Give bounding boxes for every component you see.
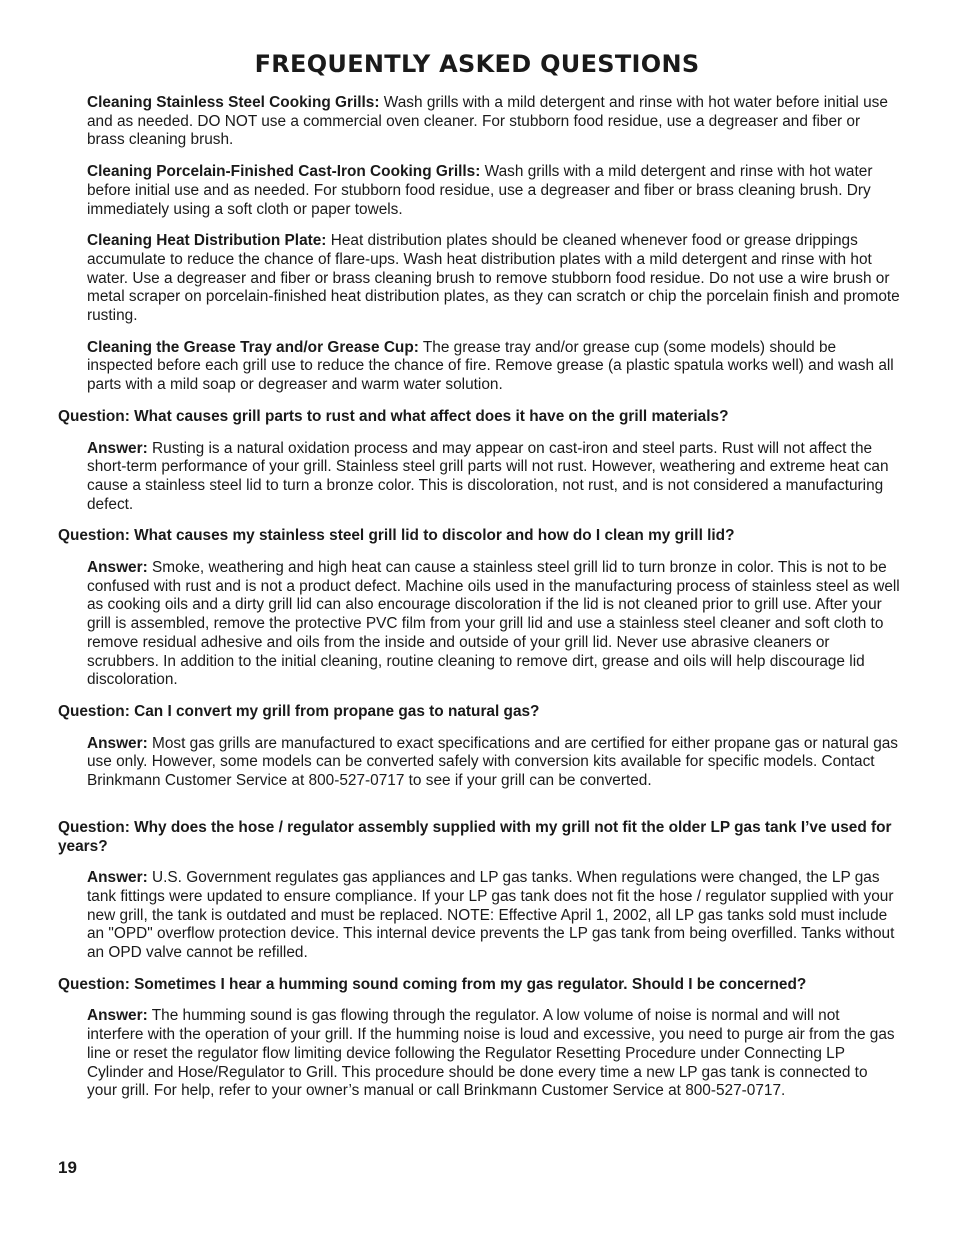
paragraph-text: The grease tray and/or grease cup (some models) should be inspected before each grill use to reduce the chance of fire. Remove grease (a plastic spatula works well) and wash all parts with a mild soap or degreaser and warm water solution. <box>87 338 894 394</box>
answer-text: Most gas grills are manufactured to exact specifications and are certified for either propane gas or natural gas use only. However, some models can be converted safely with conversion kits available for specific models. Contact Brinkmann Customer Service at 800-527-0717 to see if your grill can be converted. <box>87 734 899 790</box>
faq-content <box>58 94 900 1114</box>
faq-question: Question: Sometimes I hear a humming sound coming from my gas regulator. Should I be concerned? <box>58 975 807 993</box>
paragraph-text: Heat distribution plates should be cleaned whenever food or grease drippings accumulate to reduce the chance of flare-ups. Wash heat distribution plates with a mild detergent and rinse with hot water. Use a degreaser and fiber or brass cleaning brush to remove stubborn food residue. Do not use a wire brush or metal scraper on porcelain-finished heat distribution plates, as they can scratch or chip the porcelain finish and promote rusting. <box>87 232 900 325</box>
answer-lead: Answer: <box>87 869 148 887</box>
paragraph-lead: Cleaning Heat Distribution Plate: <box>87 232 327 250</box>
cleaning-paragraph <box>87 163 900 219</box>
answer-text: The humming sound is gas flowing through the regulator. A low volume of noise is normal and will not interfere with the operation of your grill. If the humming noise is loud and excessive, you need to purge air from the gas line or reset the regulator flow limiting device following the Regulator Resetting Procedure under Connecting LP Cylinder and Hose/Regulator to Grill. This procedure should be done every time a new LP gas tank is connected to your grill. For help, refer to your owner’s manual or call Brinkmann Customer Service at 800-527-0717. <box>87 1007 895 1100</box>
paragraph-text: Wash grills with a mild detergent and rinse with hot water before initial use and as needed. DO NOT use a commercial oven cleaner. For stubborn food residue, use a degreaser and fiber or brass cleaning brush. <box>87 94 888 149</box>
answer-lead: Answer: <box>87 439 148 457</box>
paragraph-text: Wash grills with a mild detergent and rinse with hot water before initial use and as needed. For stubborn food residue, use a degreaser and fiber or brass cleaning brush. Dry immediately using a soft cloth or paper towels. <box>87 163 873 218</box>
answer-lead: Answer: <box>87 1007 148 1025</box>
faq-answer <box>87 869 900 963</box>
faq-answer <box>87 559 900 690</box>
faq-answer <box>87 735 900 791</box>
paragraph-lead: Cleaning Porcelain-Finished Cast-Iron Cooking Grills: <box>87 163 481 181</box>
faq-question: Question: What causes grill parts to rust and what affect does it have on the grill materials? <box>58 407 729 425</box>
faq-answer <box>87 440 900 515</box>
paragraph-lead: Cleaning the Grease Tray and/or Grease Cup: <box>87 338 419 356</box>
answer-text: Rusting is a natural oxidation process and may appear on cast-iron and steel parts. Rust will not affect the short-term performance of your grill. Stainless steel grill parts will not rust. However, weathering and extreme heat can cause a stainless steel lid to turn a bronze color. This is discoloration, not rust, and is not considered a manufacturing defect. <box>87 439 889 513</box>
cleaning-paragraph <box>87 339 900 395</box>
answer-lead: Answer: <box>87 559 148 577</box>
faq-question: Question: What causes my stainless steel grill lid to discolor and how do I clean my grill lid? <box>58 527 735 545</box>
cleaning-paragraph <box>87 232 900 326</box>
faq-question: Question: Why does the hose / regulator assembly supplied with my grill not fit the older LP gas tank I’ve used for years? <box>58 818 892 855</box>
faq-answer <box>87 1007 900 1101</box>
page-title: FREQUENTLY ASKED QUESTIONS <box>254 50 700 78</box>
paragraph-lead: Cleaning Stainless Steel Cooking Grills: <box>87 94 380 111</box>
answer-text: Smoke, weathering and high heat can cause a stainless steel grill lid to turn bronze in color. This is not to be confused with rust and is not a product defect. Machine oils used in the manufacturing process of stainless steel as well as cooking oils and a dirty grill lid can also encourage discoloration if the lid is not cleaned prior to grill use. After your grill is assembled, remove the protective PVC film from your grill lid and use a stainless steel cleaner and soft cloth to remove residual adhesive and oils from the inside and outside of your grill lid. Never use abrasive cleaners or scrubbers. In addition to the initial cleaning, routine cleaning to remove dirt, grease and oils will help discourage lid discoloration. <box>87 559 900 689</box>
page-number: 19 <box>58 1158 77 1177</box>
cleaning-paragraph <box>87 94 900 150</box>
answer-text: U.S. Government regulates gas appliances and LP gas tanks. When regulations were changed, the LP gas tank fittings were updated to ensure compliance. If your LP gas tank does not fit the hose / regulator supplied with your new grill, the tank is outdated and must be replaced. NOTE: Effective April 1, 2002, all LP gas tanks sold must include an "OPD" overflow protection device. This internal device prevents the LP gas tank from being overfilled. Tanks without an OPD valve cannot be refilled. <box>87 869 895 962</box>
faq-question: Question: Can I convert my grill from propane gas to natural gas? <box>58 702 540 720</box>
answer-lead: Answer: <box>87 734 148 752</box>
